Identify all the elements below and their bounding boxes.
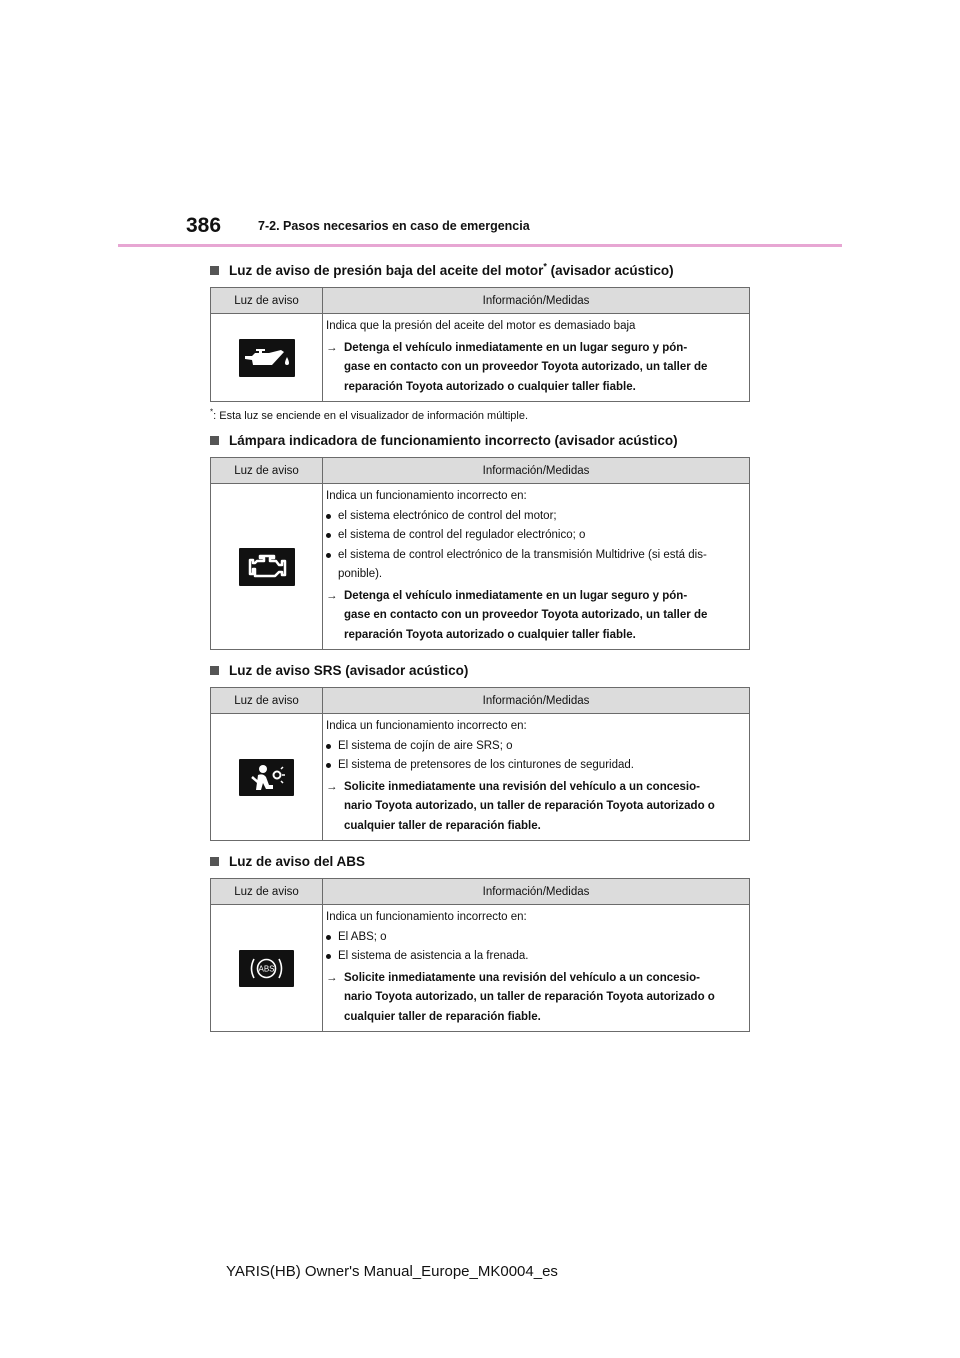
list-item: el sistema electrónico de control del motor; <box>326 507 745 527</box>
square-bullet-icon <box>210 666 219 675</box>
header-info: Información/Medidas <box>323 288 750 314</box>
info-intro: Indica un funcionamiento incorrecto en: <box>326 490 527 502</box>
footnote-mark: * <box>543 261 547 272</box>
square-bullet-icon <box>210 266 219 275</box>
info-intro: Indica un funcionamiento incorrecto en: <box>326 911 527 923</box>
srs-table <box>210 687 750 841</box>
section-title-srs: Luz de aviso SRS (avisador acústico) <box>210 662 750 679</box>
header-warning-light: Luz de aviso <box>211 688 323 714</box>
page-content <box>210 256 750 1032</box>
table-header-row <box>211 879 750 905</box>
page-footer: YARIS(HB) Owner's Manual_Europe_MK0004_es <box>226 1263 558 1280</box>
list-item: el sistema de control del regulador electrónico; o <box>326 526 745 546</box>
arrow-right-icon: → <box>326 971 338 984</box>
list-item: El sistema de cojín de aire SRS; o <box>326 737 745 757</box>
list-item: El sistema de asistencia a la frenada. <box>326 947 745 967</box>
table-row <box>211 484 750 650</box>
section-title-check-engine: Lámpara indicadora de funcionamiento incorrecto (avisador acústico) <box>210 432 750 449</box>
action-text: → Solicite inmediatamente una revisión del vehículo a un concesio- nario Toyota autorizado, un taller de reparación Toyota autorizado o cualquier taller de reparación fiable. <box>326 778 745 837</box>
check-engine-icon <box>239 548 295 586</box>
check-engine-table <box>210 457 750 650</box>
table-row <box>211 314 750 402</box>
info-intro: Indica que la presión del aceite del motor es demasiado baja <box>326 320 636 332</box>
page-number: 386 <box>186 214 222 237</box>
header-info: Información/Medidas <box>323 458 750 484</box>
header-rule <box>118 244 842 247</box>
arrow-right-icon: → <box>326 780 338 793</box>
oil-pressure-icon <box>239 339 295 377</box>
oil-pressure-table <box>210 287 750 402</box>
abs-icon <box>239 950 294 987</box>
abs-icon-label: ABS <box>258 964 275 973</box>
table-header-row <box>211 688 750 714</box>
page-header <box>0 0 960 250</box>
square-bullet-icon <box>210 436 219 445</box>
table-row <box>211 714 750 841</box>
header-warning-light: Luz de aviso <box>211 458 323 484</box>
action-text: → Detenga el vehículo inmediatamente en un lugar seguro y pón- gase en contacto con un proveedor Toyota autorizado, un taller de reparación Toyota autorizado o cualquier taller fiable. <box>326 587 745 646</box>
srs-airbag-icon <box>239 759 294 796</box>
section-title-oil-pressure: Luz de aviso de presión baja del aceite del motor* (avisador acústico) <box>210 262 750 279</box>
list-item: El ABS; o <box>326 928 745 948</box>
action-text: → Detenga el vehículo inmediatamente en un lugar seguro y pón- gase en contacto con un proveedor Toyota autorizado, un taller de reparación Toyota autorizado o cualquier taller fiable. <box>326 339 745 398</box>
header-warning-light: Luz de aviso <box>211 879 323 905</box>
list-item: El sistema de pretensores de los cinturones de seguridad. <box>326 756 745 776</box>
header-info: Información/Medidas <box>323 879 750 905</box>
section-title-abs: Luz de aviso del ABS <box>210 853 750 870</box>
action-text: → Solicite inmediatamente una revisión del vehículo a un concesio- nario Toyota autorizado, un taller de reparación Toyota autorizado o cualquier taller de reparación fiable. <box>326 969 745 1028</box>
footnote: *: Esta luz se enciende en el visualizador de información múltiple. <box>210 407 529 422</box>
table-header-row <box>211 458 750 484</box>
abs-table <box>210 878 750 1032</box>
chapter-title: 7-2. Pasos necesarios en caso de emergencia <box>258 219 530 233</box>
square-bullet-icon <box>210 857 219 866</box>
header-warning-light: Luz de aviso <box>211 288 323 314</box>
table-row <box>211 905 750 1032</box>
header-info: Información/Medidas <box>323 688 750 714</box>
list-item-continuation: ponible). <box>338 568 383 580</box>
info-intro: Indica un funcionamiento incorrecto en: <box>326 720 527 732</box>
arrow-right-icon: → <box>326 589 338 602</box>
list-item: el sistema de control electrónico de la transmisión Multidrive (si está dis- <box>326 546 745 566</box>
table-header-row <box>211 288 750 314</box>
arrow-right-icon: → <box>326 341 338 354</box>
